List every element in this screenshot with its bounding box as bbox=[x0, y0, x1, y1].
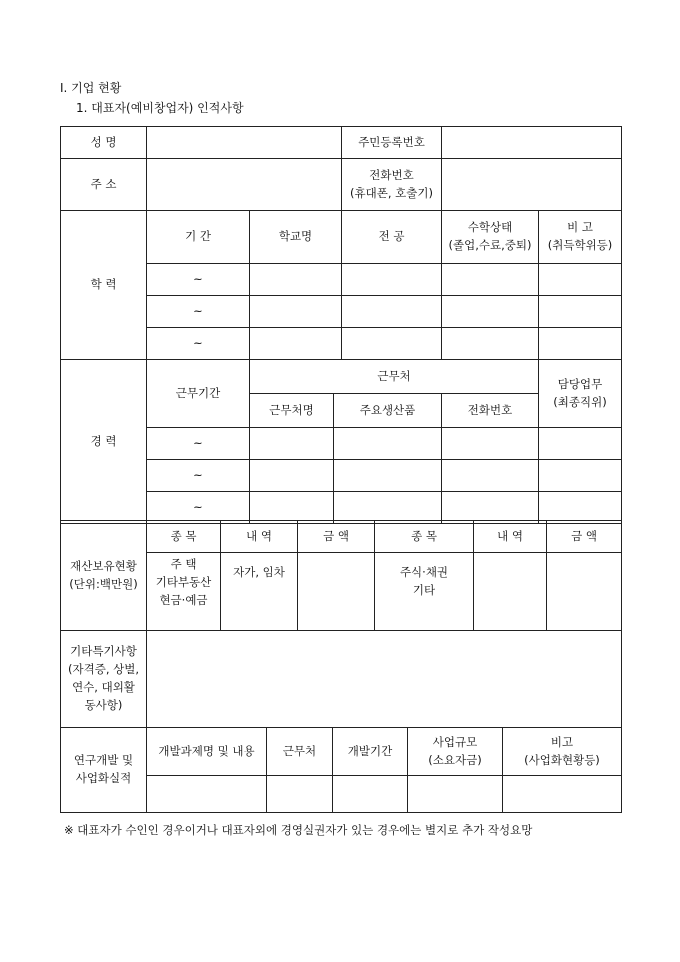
career-cell[interactable] bbox=[250, 460, 334, 492]
edu-cell[interactable] bbox=[539, 328, 622, 360]
career-label: 경 력 bbox=[61, 360, 147, 524]
profile-table bbox=[60, 126, 622, 524]
rnd-cell[interactable] bbox=[503, 776, 622, 813]
special-value-cell[interactable] bbox=[147, 631, 622, 728]
asset-right-detail[interactable] bbox=[474, 553, 547, 631]
asset-right-amount[interactable] bbox=[547, 553, 622, 631]
asset-item-cash: 현금·예금 bbox=[159, 592, 208, 607]
address-value-cell[interactable] bbox=[147, 159, 342, 211]
assets-header-detail: 내 역 bbox=[474, 521, 547, 553]
assets-left-items bbox=[147, 553, 221, 631]
edu-header-major: 전 공 bbox=[342, 211, 442, 264]
name-value-cell[interactable] bbox=[147, 127, 342, 159]
career-header-workplace: 근무처 bbox=[250, 360, 539, 394]
rnd-label-line1: 연구개발 및 bbox=[73, 753, 134, 768]
career-header-products: 주요생산품 bbox=[334, 394, 442, 428]
career-duty-line1: 담당업무 bbox=[557, 376, 603, 391]
career-period-cell[interactable]: ~ bbox=[147, 492, 250, 524]
edu-header-school: 학교명 bbox=[250, 211, 342, 264]
phone-value-cell[interactable] bbox=[442, 159, 622, 211]
career-duty-line2: (최종직위) bbox=[553, 394, 607, 409]
career-cell[interactable] bbox=[442, 428, 539, 460]
assets-header-item: 종 목 bbox=[147, 521, 221, 553]
rnd-cell[interactable] bbox=[333, 776, 408, 813]
edu-header-period: 기 간 bbox=[147, 211, 250, 264]
special-label-line1: 기타특기사항 bbox=[70, 644, 137, 659]
career-cell[interactable] bbox=[539, 492, 622, 524]
edu-cell[interactable] bbox=[250, 264, 342, 296]
address-label: 주 소 bbox=[61, 159, 147, 211]
career-period-cell[interactable]: ~ bbox=[147, 460, 250, 492]
career-header-period: 근무기간 bbox=[147, 360, 250, 428]
asset-item-house: 주 택 bbox=[170, 557, 197, 571]
career-cell[interactable] bbox=[334, 492, 442, 524]
phone-label bbox=[342, 159, 442, 211]
edu-header-remark bbox=[539, 211, 622, 264]
edu-cell[interactable] bbox=[539, 264, 622, 296]
asset-item-other: 기타 bbox=[412, 582, 436, 597]
career-cell[interactable] bbox=[539, 428, 622, 460]
edu-cell[interactable] bbox=[342, 328, 442, 360]
asset-item-realestate: 기타부동산 bbox=[155, 574, 212, 589]
assets-header-amount: 금 액 bbox=[298, 521, 375, 553]
rnd-cell[interactable] bbox=[147, 776, 267, 813]
rnd-scale-line1: 사업규모 bbox=[432, 734, 478, 749]
assets-label-line2: (단위:백만원) bbox=[69, 576, 138, 591]
career-header-phone: 전화번호 bbox=[442, 394, 539, 428]
edu-status-line1: 수학상태 bbox=[467, 220, 513, 235]
edu-cell[interactable] bbox=[342, 296, 442, 328]
subsection-heading: 1. 대표자(예비창업자) 인적사항 bbox=[76, 101, 244, 115]
special-label-line2: (자격증, 상벌, bbox=[68, 662, 139, 677]
edu-cell[interactable] bbox=[250, 328, 342, 360]
career-cell[interactable] bbox=[539, 460, 622, 492]
assets-header-item: 종 목 bbox=[375, 521, 474, 553]
career-cell[interactable] bbox=[250, 428, 334, 460]
special-label-line3: 연수, 대외활 bbox=[72, 680, 135, 694]
phone-label-line2: (휴대폰, 호출기) bbox=[350, 185, 433, 200]
edu-cell[interactable] bbox=[442, 264, 539, 296]
rnd-label-line2: 사업화실적 bbox=[75, 771, 132, 785]
career-header-duty bbox=[539, 360, 622, 428]
edu-period-cell[interactable]: ~ bbox=[147, 264, 250, 296]
edu-cell[interactable] bbox=[442, 328, 539, 360]
edu-cell[interactable] bbox=[442, 296, 539, 328]
edu-period-cell[interactable]: ~ bbox=[147, 296, 250, 328]
career-cell[interactable] bbox=[442, 460, 539, 492]
career-period-cell[interactable]: ~ bbox=[147, 428, 250, 460]
asset-item-stocks: 주식·채권 bbox=[399, 565, 449, 579]
rnd-header-task: 개발과제명 및 내용 bbox=[147, 728, 267, 776]
edu-cell[interactable] bbox=[342, 264, 442, 296]
rnd-label bbox=[61, 728, 147, 813]
edu-status-line2: (졸업,수료,중퇴) bbox=[448, 238, 532, 252]
section-heading: I. 기업 현황 bbox=[60, 81, 122, 95]
special-label bbox=[61, 631, 147, 728]
rnd-header-period: 개발기간 bbox=[333, 728, 408, 776]
career-cell[interactable] bbox=[334, 428, 442, 460]
edu-remark-line1: 비 고 bbox=[567, 220, 593, 235]
rnd-header-remark bbox=[503, 728, 622, 776]
phone-label-line1: 전화번호 bbox=[369, 167, 414, 182]
edu-period-cell[interactable]: ~ bbox=[147, 328, 250, 360]
edu-header-status bbox=[442, 211, 539, 264]
rrn-value-cell[interactable] bbox=[442, 127, 622, 159]
rnd-table bbox=[60, 727, 622, 813]
rrn-label: 주민등록번호 bbox=[342, 127, 442, 159]
rnd-header-scale bbox=[408, 728, 503, 776]
asset-left-amount[interactable] bbox=[298, 553, 375, 631]
footnote: ※ 대표자가 수인인 경우이거나 대표자외에 경영실권자가 있는 경우에는 별지로 추가 작성요망 bbox=[64, 823, 533, 837]
career-cell[interactable] bbox=[334, 460, 442, 492]
special-label-line4: 동사항) bbox=[84, 697, 123, 712]
career-header-workplace-name: 근무처명 bbox=[250, 394, 334, 428]
rnd-cell[interactable] bbox=[267, 776, 333, 813]
asset-left-detail[interactable]: 자가, 임차 bbox=[221, 553, 298, 631]
edu-remark-line2: (취득학위등) bbox=[547, 238, 613, 252]
assets-right-items bbox=[375, 553, 474, 631]
rnd-header-workplace: 근무처 bbox=[267, 728, 333, 776]
rnd-cell[interactable] bbox=[408, 776, 503, 813]
assets-table bbox=[60, 520, 622, 728]
name-label: 성 명 bbox=[61, 127, 147, 159]
rnd-scale-line2: (소요자금) bbox=[428, 752, 482, 767]
career-cell[interactable] bbox=[250, 492, 334, 524]
rnd-remark-line1: 비고 bbox=[550, 734, 574, 749]
assets-label-line1: 재산보유현황 bbox=[70, 558, 137, 573]
assets-header-amount: 금 액 bbox=[547, 521, 622, 553]
career-cell[interactable] bbox=[442, 492, 539, 524]
assets-header-detail: 내 역 bbox=[221, 521, 298, 553]
assets-label bbox=[61, 521, 147, 631]
rnd-remark-line2: (사업화현황등) bbox=[524, 752, 600, 767]
edu-cell[interactable] bbox=[539, 296, 622, 328]
education-label: 학 력 bbox=[61, 211, 147, 360]
edu-cell[interactable] bbox=[250, 296, 342, 328]
